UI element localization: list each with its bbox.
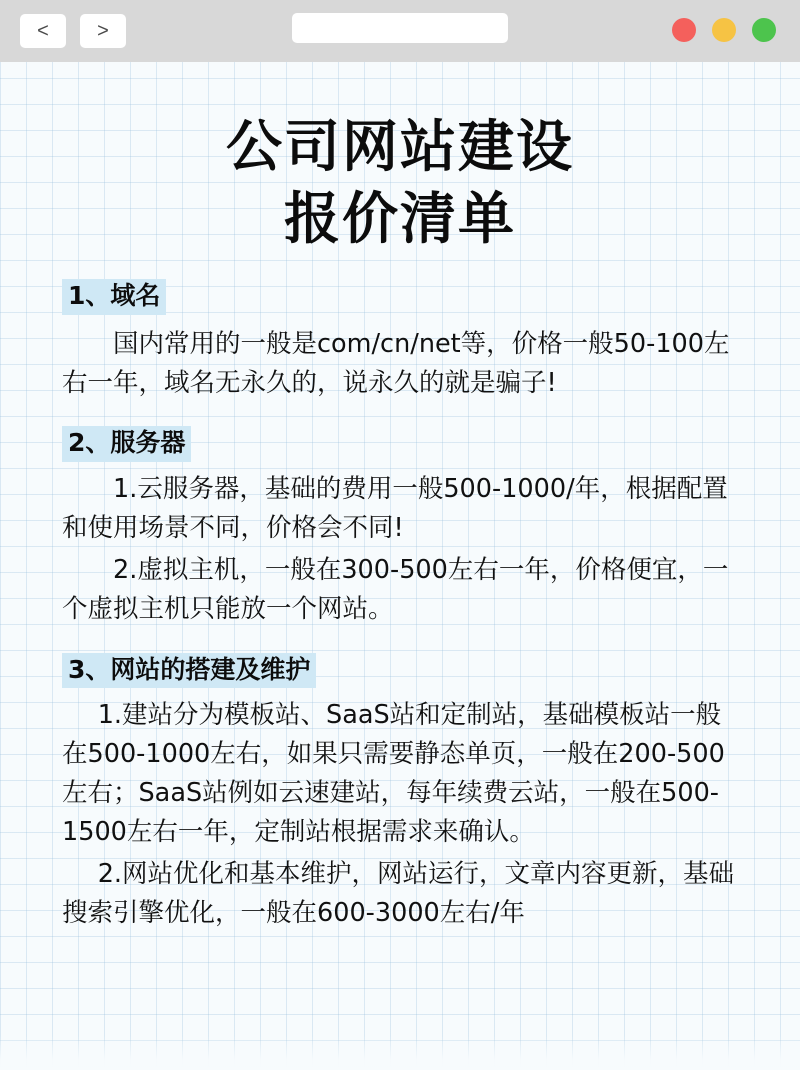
- section-build-maintenance: [62, 653, 738, 933]
- document-content: [0, 62, 800, 933]
- section-heading-domain: 1、域名: [62, 279, 166, 315]
- section-paragraph: 2.虚拟主机，一般在300-500左右一年，价格便宜，一个虚拟主机只能放一个网站。: [62, 555, 729, 625]
- maximize-window-dot[interactable]: [752, 18, 776, 42]
- section-paragraph: 国内常用的一般是com/cn/net等，价格一般50-100左右一年，域名无永久的，说永久的就是骗子!: [62, 328, 730, 398]
- window-controls: [672, 18, 776, 42]
- browser-chrome-bar: [0, 0, 800, 62]
- section-paragraph: 2.网站优化和基本维护，网站运行，文章内容更新，基础搜索引擎优化，一般在600-3000左右/年: [62, 859, 735, 929]
- section-heading-server: 2、服务器: [62, 426, 191, 462]
- minimize-window-dot[interactable]: [712, 18, 736, 42]
- section-paragraph: 1.云服务器，基础的费用一般500-1000/年，根据配置和使用场景不同，价格会不同!: [62, 473, 728, 543]
- section-heading-build-maintenance: 3、网站的搭建及维护: [62, 653, 316, 689]
- forward-button[interactable]: >: [80, 14, 126, 48]
- page-title-line-2: 报价清单: [284, 186, 516, 252]
- bottom-fade-overlay: [0, 1036, 800, 1070]
- section-paragraph: 1.建站分为模板站、SaaS站和定制站，基础模板站一般在500-1000左右，如果只需要静态单页，一般在200-500左右；SaaS站例如云速建站，每年续费云站，一般在500-1500左右一年，定制站根据需求来确认。: [62, 700, 725, 847]
- page-title: [62, 112, 738, 255]
- section-domain: [62, 279, 738, 402]
- navigation-buttons: [20, 14, 126, 48]
- page-title-line-1: 公司网站建设: [226, 115, 574, 180]
- section-server: [62, 426, 738, 629]
- address-bar-input[interactable]: [292, 13, 508, 43]
- close-window-dot[interactable]: [672, 18, 696, 42]
- back-button[interactable]: <: [20, 14, 66, 48]
